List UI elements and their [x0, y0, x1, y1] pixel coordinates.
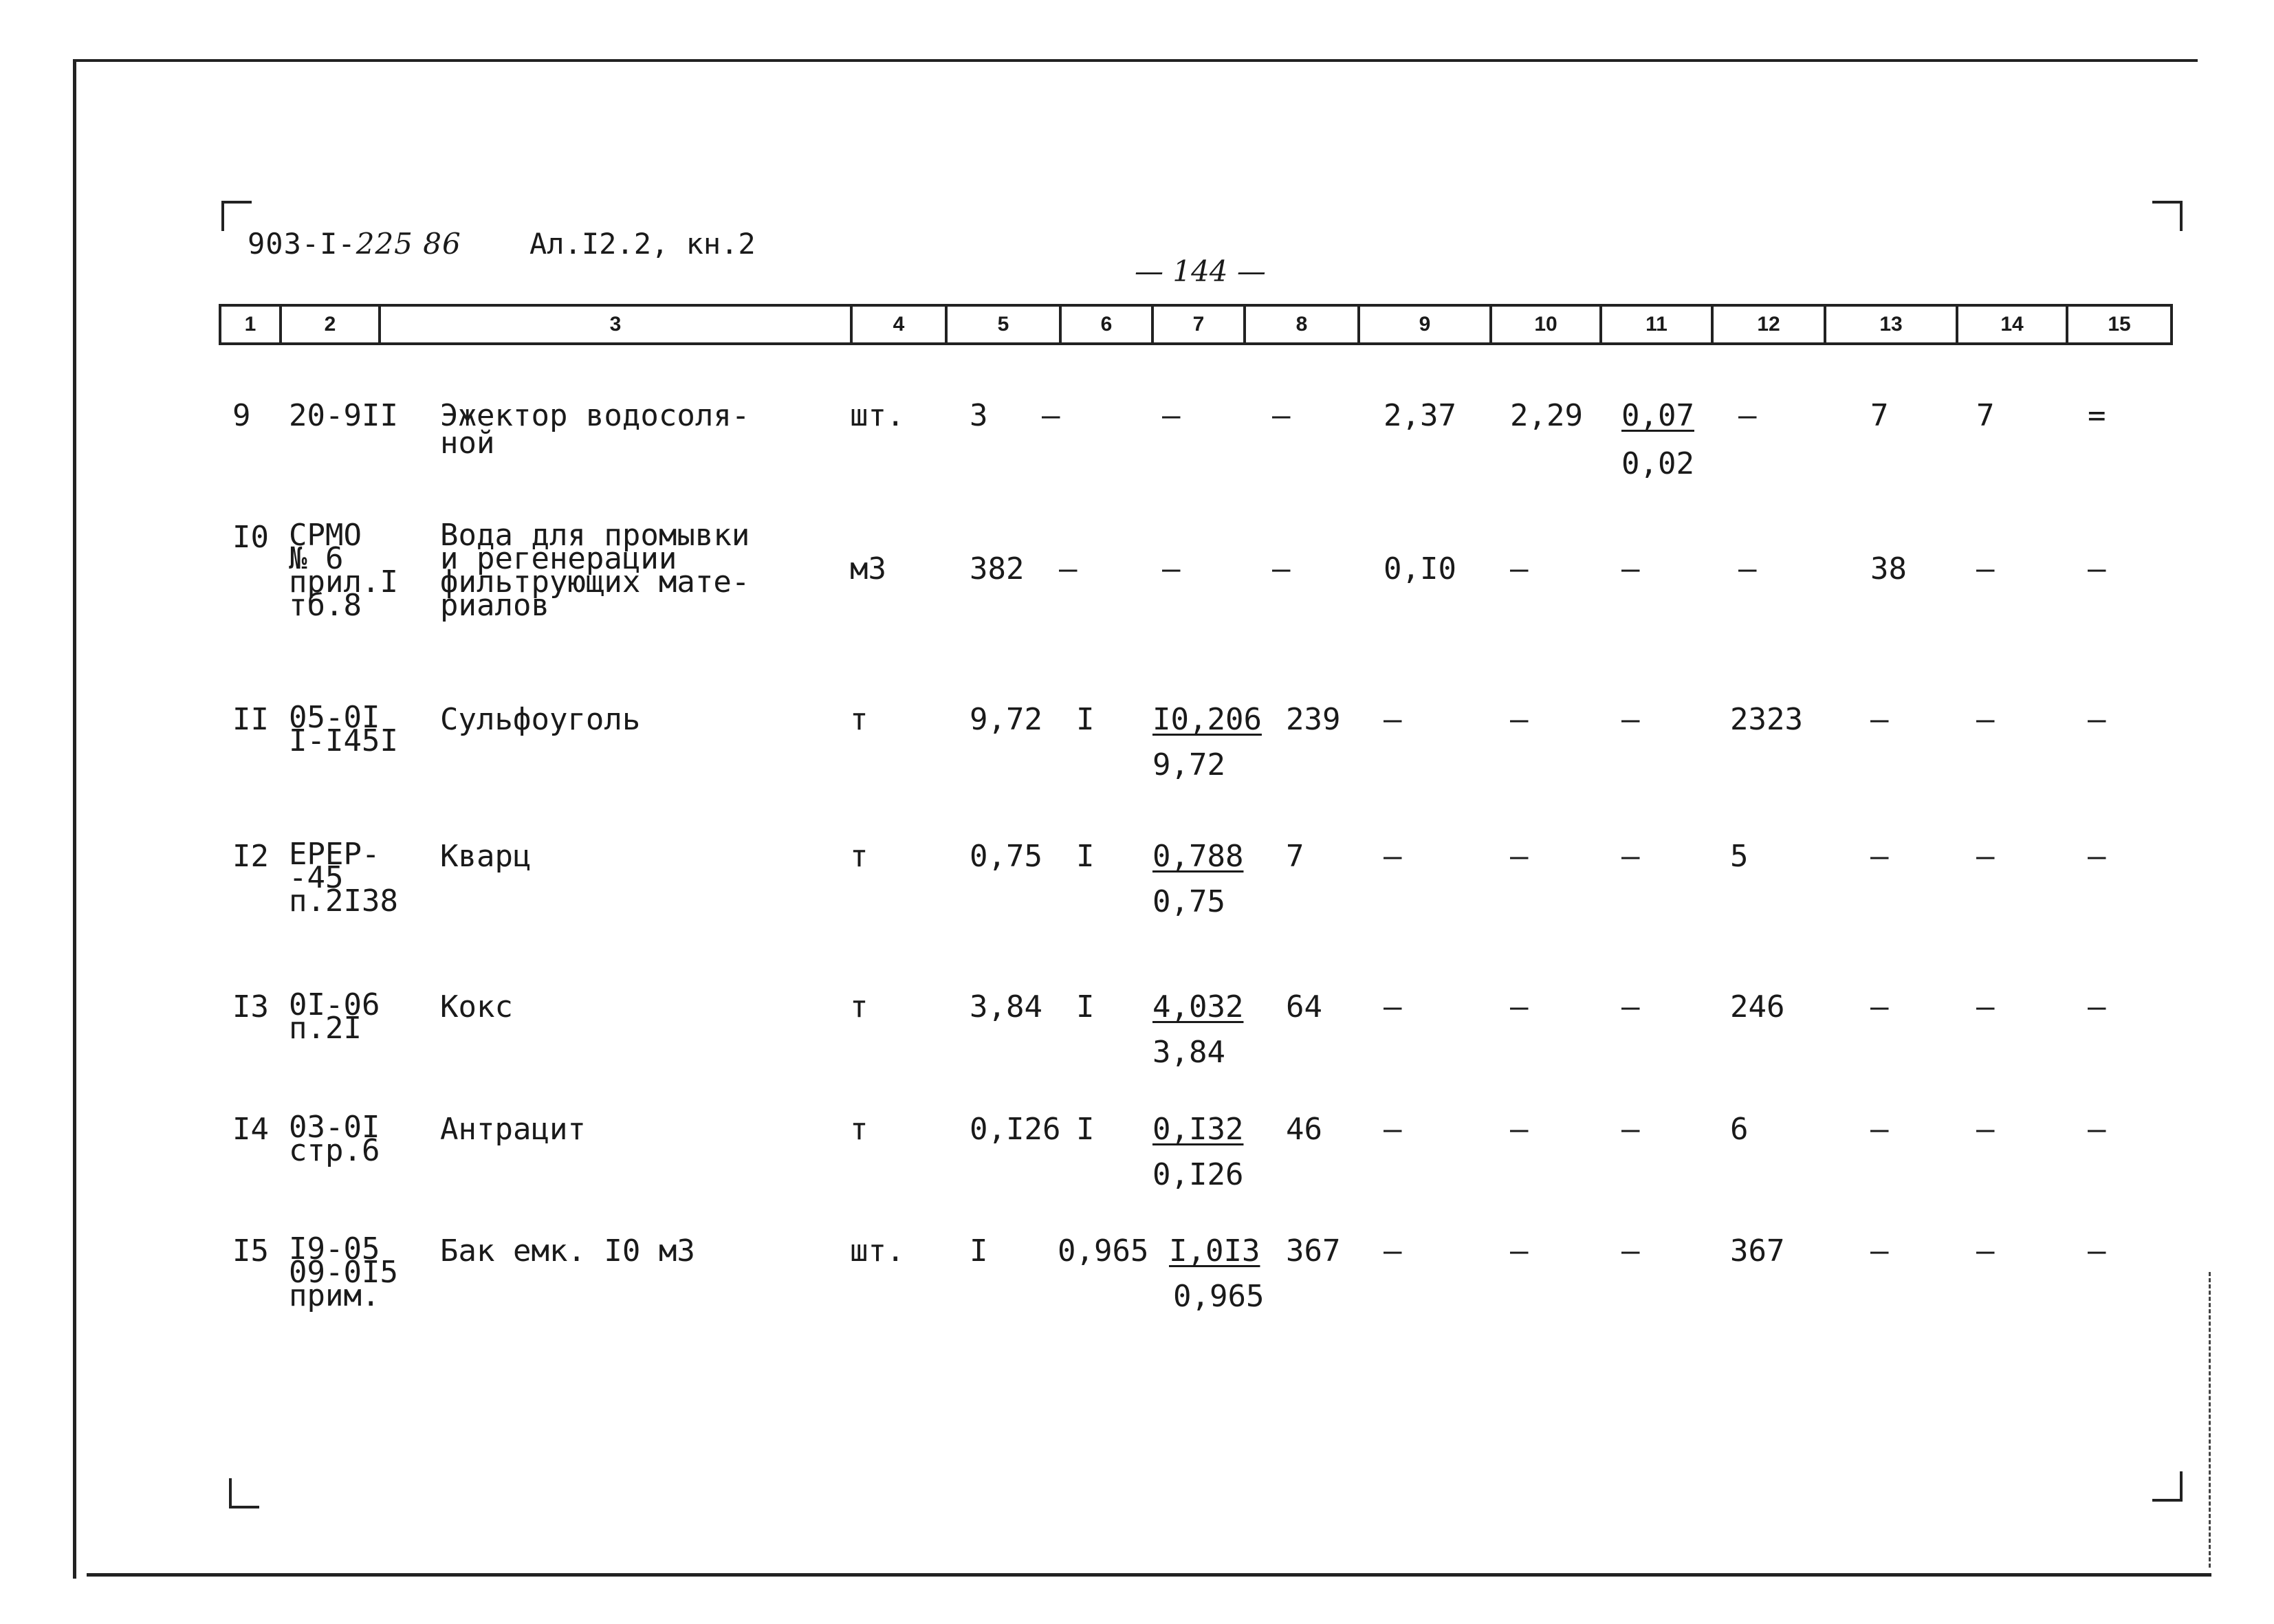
column-header-5: 5: [948, 307, 1062, 342]
row-name: Кварц: [440, 839, 532, 874]
frame-right-dashed-border: [2209, 1272, 2211, 1568]
row-unit: шт.: [850, 1233, 905, 1269]
row-col12: 6: [1730, 1112, 1749, 1147]
row-col14: –: [1976, 702, 1995, 737]
row-col15: –: [2088, 989, 2106, 1024]
row-name: Антрацит: [440, 1112, 586, 1147]
row-number: I2: [232, 839, 269, 874]
row-col8: 46: [1286, 1112, 1322, 1147]
column-header-1: 1: [221, 307, 282, 342]
row-col9: 0,I0: [1384, 551, 1456, 586]
row-col13: –: [1870, 1112, 1889, 1147]
row-col10: –: [1510, 702, 1529, 737]
column-header-7: 7: [1154, 307, 1246, 342]
column-header-12: 12: [1714, 307, 1826, 342]
row-col7-bottom: 0,75: [1152, 884, 1225, 919]
row-code: 05-0I I-I45I: [289, 700, 398, 758]
row-col6: 0,965: [1058, 1233, 1149, 1269]
row-col5: 9,72: [970, 702, 1042, 737]
row-col13: 7: [1870, 398, 1889, 433]
row-col15: –: [2088, 551, 2106, 586]
row-name: Эжектор водосоля- ной: [440, 398, 750, 461]
row-col5: 382: [970, 551, 1025, 586]
row-col12: 5: [1730, 839, 1749, 874]
row-col10: –: [1510, 551, 1529, 586]
row-col7-bottom: 3,84: [1152, 1035, 1225, 1070]
row-col11: –: [1621, 989, 1640, 1024]
corner-mark-bottom-left: [229, 1478, 259, 1508]
column-number-header: [219, 304, 2173, 345]
row-col11: –: [1621, 1112, 1640, 1147]
row-col12: –: [1738, 551, 1757, 586]
album-reference: Ал.I2.2, кн.2: [529, 227, 756, 261]
row-col6: –: [1059, 551, 1078, 586]
row-col14: –: [1976, 1233, 1995, 1269]
row-col6: I: [1076, 839, 1095, 874]
row-col7-top: 0,I32: [1152, 1112, 1244, 1147]
frame-top-border: [73, 59, 2198, 62]
row-col5: I: [970, 1233, 988, 1269]
column-header-11: 11: [1602, 307, 1714, 342]
row-col7: –: [1162, 551, 1181, 586]
row-col8: –: [1272, 398, 1291, 433]
document-code: [248, 227, 461, 261]
row-col12: –: [1738, 398, 1757, 433]
column-header-4: 4: [853, 307, 948, 342]
row-col9: –: [1384, 702, 1402, 737]
row-col7-bottom: 0,I26: [1152, 1157, 1244, 1192]
row-col7-top: I0,206: [1152, 702, 1262, 737]
frame-left-border: [73, 59, 76, 1579]
row-col11: –: [1621, 839, 1640, 874]
row-col7-top: 0,788: [1152, 839, 1244, 874]
corner-mark-bottom-right: [2152, 1471, 2183, 1502]
column-header-9: 9: [1360, 307, 1492, 342]
row-col13: –: [1870, 702, 1889, 737]
row-col11: –: [1621, 1233, 1640, 1269]
row-col12: 367: [1730, 1233, 1785, 1269]
row-code: СРМО № 6 прил.I тб.8: [289, 518, 398, 623]
row-col6: I: [1076, 702, 1095, 737]
row-name: Кокс: [440, 989, 513, 1024]
row-col9: –: [1384, 1112, 1402, 1147]
row-col9: 2,37: [1384, 398, 1456, 433]
row-col15: –: [2088, 702, 2106, 737]
row-col7-bottom: 9,72: [1152, 747, 1225, 782]
row-name: Бак емк. I0 м3: [440, 1233, 695, 1269]
row-unit: т: [850, 989, 868, 1024]
row-col9: –: [1384, 839, 1402, 874]
row-col14: –: [1976, 989, 1995, 1024]
row-col5: 0,I26: [970, 1112, 1061, 1147]
row-unit: т: [850, 702, 868, 737]
row-col13: –: [1870, 989, 1889, 1024]
column-header-13: 13: [1826, 307, 1958, 342]
row-code: I9-05 09-0I5 прим.: [289, 1231, 398, 1313]
row-col12: 2323: [1730, 702, 1803, 737]
row-col7-bottom: 0,965: [1173, 1279, 1265, 1314]
row-col8: –: [1272, 551, 1291, 586]
row-col14: –: [1976, 551, 1995, 586]
row-col5: 3,84: [970, 989, 1042, 1024]
column-header-6: 6: [1062, 307, 1154, 342]
row-code: 0I-06 п.2I: [289, 987, 380, 1046]
row-col14: –: [1976, 839, 1995, 874]
row-number: I4: [232, 1112, 269, 1147]
row-number: I3: [232, 989, 269, 1024]
row-number: 9: [232, 398, 251, 433]
row-col8: 64: [1286, 989, 1322, 1024]
row-col10: –: [1510, 1233, 1529, 1269]
row-col8: 367: [1286, 1233, 1341, 1269]
row-col10: –: [1510, 1112, 1529, 1147]
row-code: 20-9II: [289, 398, 398, 433]
row-col15: –: [2088, 1233, 2106, 1269]
row-number: II: [232, 702, 269, 737]
row-code: ЕРЕР- -45 п.2I38: [289, 837, 398, 919]
frame-bottom-border: [87, 1573, 2211, 1577]
row-col11-top: 0,07: [1621, 398, 1694, 433]
row-unit: шт.: [850, 398, 905, 433]
column-header-3: 3: [381, 307, 853, 342]
row-col13: –: [1870, 1233, 1889, 1269]
row-col15: –: [2088, 1112, 2106, 1147]
row-unit: т: [850, 1112, 868, 1147]
row-code: 03-0I стр.6: [289, 1110, 380, 1168]
row-number: I5: [232, 1233, 269, 1269]
row-col8: 7: [1286, 839, 1304, 874]
row-col14: –: [1976, 1112, 1995, 1147]
row-col7-top: 4,032: [1152, 989, 1244, 1024]
row-col6: –: [1042, 398, 1060, 433]
document-code-prefix: 903-I-: [248, 227, 356, 261]
row-col13: 38: [1870, 551, 1907, 586]
row-col12: 246: [1730, 989, 1785, 1024]
row-col15: =: [2088, 398, 2106, 433]
row-col7: –: [1162, 398, 1181, 433]
row-name: Вода для промывки и регенерации фильтрующих мате- риалов: [440, 518, 750, 623]
row-col11-bottom: 0,02: [1621, 446, 1694, 481]
row-col10: –: [1510, 989, 1529, 1024]
page-number: — 144 —: [1135, 254, 1266, 288]
row-unit: м3: [850, 551, 886, 586]
column-header-15: 15: [2108, 313, 2131, 336]
column-header-8: 8: [1246, 307, 1360, 342]
document-code-suffix: 225 86: [356, 227, 461, 261]
row-col13: –: [1870, 839, 1889, 874]
row-col6: I: [1076, 1112, 1095, 1147]
row-col11: –: [1621, 551, 1640, 586]
row-number: I0: [232, 520, 269, 555]
row-col6: I: [1076, 989, 1095, 1024]
corner-mark-top-right: [2152, 201, 2183, 231]
row-col7-top: I,0I3: [1169, 1233, 1260, 1269]
row-unit: т: [850, 839, 868, 874]
column-header-2: 2: [282, 307, 381, 342]
row-col10: 2,29: [1510, 398, 1583, 433]
row-col10: –: [1510, 839, 1529, 874]
row-name: Сульфоуголь: [440, 702, 641, 737]
row-col9: –: [1384, 989, 1402, 1024]
row-col9: –: [1384, 1233, 1402, 1269]
row-col5: 0,75: [970, 839, 1042, 874]
row-col15: –: [2088, 839, 2106, 874]
row-col5: 3: [970, 398, 988, 433]
row-col14: 7: [1976, 398, 1995, 433]
column-header-10: 10: [1492, 307, 1602, 342]
row-col11: –: [1621, 702, 1640, 737]
column-header-14: 14: [1958, 307, 2068, 342]
row-col8: 239: [1286, 702, 1341, 737]
